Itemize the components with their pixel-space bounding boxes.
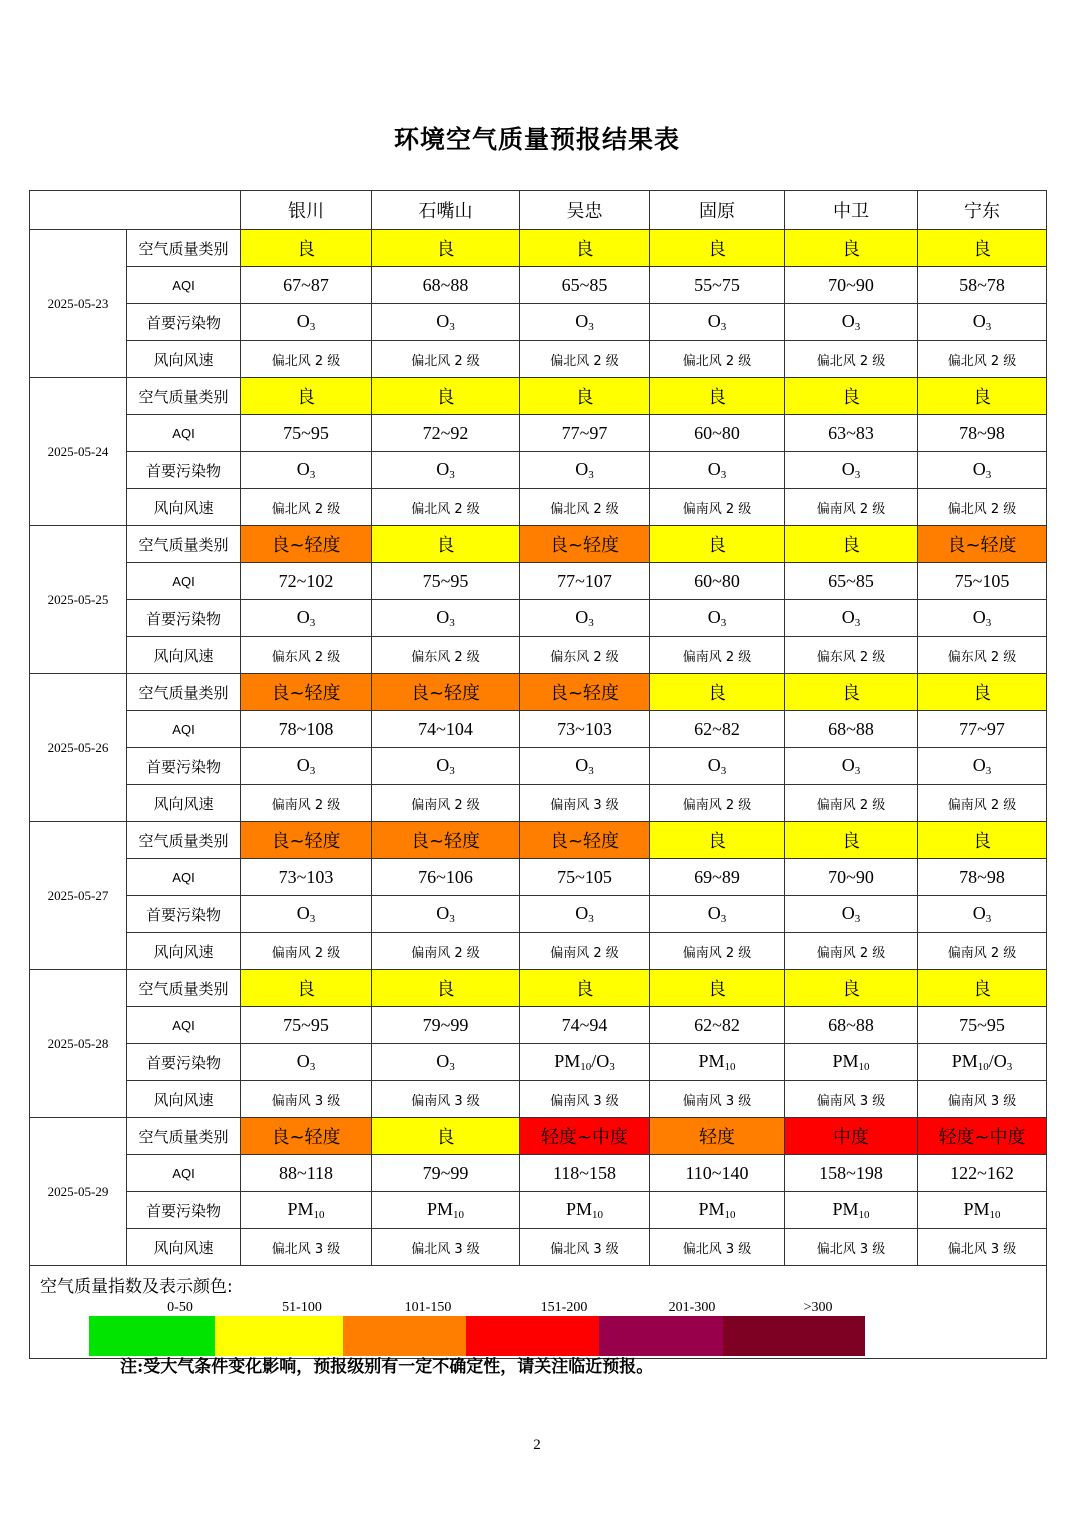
city-header: 中卫 [785,191,918,230]
pollutant-cell: $O_3$ [650,452,785,489]
category-cell: 良 [372,970,520,1007]
legend-swatch [215,1316,343,1356]
category-cell: 中度 [785,1118,918,1155]
category-cell: 良~轻度 [372,674,520,711]
pollutant-cell: $O_3$ [520,600,650,637]
date-cell: 2025-05-28 [30,970,127,1118]
forecast-row-wind [30,489,1047,526]
pollutant-cell: $O_3$ [372,896,520,933]
legend-range-label: >300 [803,1300,833,1315]
category-cell: 良~轻度 [918,526,1047,563]
wind-cell: 偏南风 2 级 [520,933,650,970]
date-cell: 2025-05-26 [30,674,127,822]
pollutant-cell: $O_3$ [372,452,520,489]
city-header: 吴忠 [520,191,650,230]
forecast-row-category [30,230,1047,267]
wind-cell: 偏东风 2 级 [918,637,1047,674]
wind-cell: 偏南风 3 级 [650,1081,785,1118]
row-label: 空气质量类别 [127,526,241,563]
forecast-row-category [30,1118,1047,1155]
legend-swatch [723,1316,865,1356]
row-label: 空气质量类别 [127,674,241,711]
wind-cell: 偏北风 3 级 [241,1229,372,1266]
forecast-row-category [30,674,1047,711]
pollutant-cell: $O_3$ [918,304,1047,341]
disclaimer-note: 注:受大气条件变化影响，预报级别有一定不确定性，请关注临近预报。 [120,1357,654,1377]
aqi-cell: 62~82 [650,1007,785,1044]
pollutant-cell: $PM_{10}$ [918,1192,1047,1229]
forecast-row-category [30,822,1047,859]
forecast-row-pollutant [30,452,1047,489]
pollutant-cell: $O_3$ [918,748,1047,785]
forecast-row-wind [30,1081,1047,1118]
pollutant-cell: $O_3$ [785,452,918,489]
aqi-cell: 77~97 [918,711,1047,748]
aqi-cell: 68~88 [785,1007,918,1044]
legend-swatch [89,1316,215,1356]
header-corner [30,191,241,230]
pollutant-cell: $O_3$ [520,748,650,785]
aqi-cell: 78~108 [241,711,372,748]
category-cell: 良 [785,674,918,711]
category-cell: 良~轻度 [241,674,372,711]
category-cell: 良 [785,822,918,859]
row-label: 风向风速 [127,1081,241,1118]
aqi-cell: 79~99 [372,1007,520,1044]
pollutant-cell: $O_3$ [650,600,785,637]
category-cell: 轻度~中度 [918,1118,1047,1155]
aqi-cell: 72~102 [241,563,372,600]
row-label: AQI [127,563,241,600]
wind-cell: 偏北风 3 级 [785,1229,918,1266]
category-cell: 良 [372,1118,520,1155]
aqi-cell: 55~75 [650,267,785,304]
row-label: AQI [127,267,241,304]
aqi-cell: 122~162 [918,1155,1047,1192]
pollutant-cell: $O_3$ [241,748,372,785]
aqi-cell: 76~106 [372,859,520,896]
aqi-cell: 110~140 [650,1155,785,1192]
category-cell: 良 [918,674,1047,711]
pollutant-cell: $O_3$ [372,304,520,341]
category-cell: 良~轻度 [372,822,520,859]
row-label: AQI [127,859,241,896]
forecast-row-wind [30,933,1047,970]
category-cell: 良 [520,970,650,1007]
row-label: 空气质量类别 [127,230,241,267]
aqi-cell: 158~198 [785,1155,918,1192]
pollutant-cell: $O_3$ [785,748,918,785]
wind-cell: 偏南风 2 级 [650,785,785,822]
row-label: 风向风速 [127,637,241,674]
wind-cell: 偏东风 2 级 [785,637,918,674]
pollutant-cell: $PM_{10}$ [785,1044,918,1081]
forecast-row-aqi [30,563,1047,600]
category-cell: 良 [520,378,650,415]
aqi-cell: 58~78 [918,267,1047,304]
wind-cell: 偏南风 2 级 [785,785,918,822]
row-label: 风向风速 [127,1229,241,1266]
wind-cell: 偏北风 2 级 [241,489,372,526]
legend-range-label: 201-300 [668,1300,716,1315]
forecast-row-aqi [30,859,1047,896]
pollutant-cell: $O_3$ [650,748,785,785]
category-cell: 良 [785,526,918,563]
category-cell: 良 [918,970,1047,1007]
wind-cell: 偏南风 2 级 [918,785,1047,822]
category-cell: 良 [372,230,520,267]
forecast-row-category [30,526,1047,563]
aqi-cell: 79~99 [372,1155,520,1192]
aqi-cell: 65~85 [520,267,650,304]
aqi-cell: 77~107 [520,563,650,600]
wind-cell: 偏南风 2 级 [785,489,918,526]
wind-cell: 偏南风 2 级 [241,785,372,822]
aqi-cell: 63~83 [785,415,918,452]
forecast-row-aqi [30,267,1047,304]
wind-cell: 偏南风 2 级 [785,933,918,970]
wind-cell: 偏北风 3 级 [372,1229,520,1266]
pollutant-cell: $PM_{10}/O_3$ [520,1044,650,1081]
wind-cell: 偏北风 2 级 [241,341,372,378]
city-header: 固原 [650,191,785,230]
wind-cell: 偏东风 2 级 [241,637,372,674]
pollutant-cell: $O_3$ [918,452,1047,489]
category-cell: 良 [520,230,650,267]
aqi-cell: 67~87 [241,267,372,304]
aqi-cell: 88~118 [241,1155,372,1192]
wind-cell: 偏东风 2 级 [520,637,650,674]
wind-cell: 偏北风 2 级 [918,489,1047,526]
date-cell: 2025-05-29 [30,1118,127,1266]
aqi-cell: 75~105 [918,563,1047,600]
pollutant-cell: $O_3$ [372,600,520,637]
pollutant-cell: $O_3$ [785,304,918,341]
legend-range-label: 0-50 [167,1300,193,1315]
pollutant-cell: $O_3$ [241,600,372,637]
wind-cell: 偏南风 3 级 [520,1081,650,1118]
aqi-cell: 73~103 [520,711,650,748]
legend-swatch [343,1316,466,1356]
aqi-cell: 60~80 [650,415,785,452]
aqi-cell: 70~90 [785,267,918,304]
category-cell: 良 [372,378,520,415]
pollutant-cell: $PM_{10}$ [520,1192,650,1229]
row-label: 首要污染物 [127,896,241,933]
aqi-cell: 78~98 [918,859,1047,896]
pollutant-cell: $O_3$ [785,896,918,933]
category-cell: 轻度 [650,1118,785,1155]
row-label: 首要污染物 [127,748,241,785]
pollutant-cell: $O_3$ [372,1044,520,1081]
wind-cell: 偏东风 2 级 [372,637,520,674]
date-cell: 2025-05-24 [30,378,127,526]
city-header: 石嘴山 [372,191,520,230]
row-label: 首要污染物 [127,452,241,489]
legend-range-label: 151-200 [540,1300,588,1315]
category-cell: 良~轻度 [241,822,372,859]
forecast-table [29,190,1047,1359]
pollutant-cell: $O_3$ [241,304,372,341]
category-cell: 良~轻度 [241,526,372,563]
wind-cell: 偏北风 2 级 [520,489,650,526]
aqi-legend [30,1266,1047,1359]
category-cell: 良 [650,822,785,859]
wind-cell: 偏南风 3 级 [785,1081,918,1118]
pollutant-cell: $O_3$ [520,896,650,933]
category-cell: 良~轻度 [520,526,650,563]
pollutant-cell: $O_3$ [241,896,372,933]
header-row [30,191,1047,230]
aqi-cell: 73~103 [241,859,372,896]
wind-cell: 偏北风 2 级 [785,341,918,378]
row-label: 空气质量类别 [127,822,241,859]
city-header: 宁东 [918,191,1047,230]
date-cell: 2025-05-25 [30,526,127,674]
category-cell: 良 [241,378,372,415]
pollutant-cell: $PM_{10}$ [650,1192,785,1229]
legend-ranges [90,1300,926,1316]
pollutant-cell: $O_3$ [918,896,1047,933]
aqi-cell: 70~90 [785,859,918,896]
page-title: 环境空气质量预报结果表 [393,125,680,154]
legend-range-label: 101-150 [404,1300,452,1315]
forecast-row-pollutant [30,600,1047,637]
aqi-cell: 75~105 [520,859,650,896]
row-label: 首要污染物 [127,1044,241,1081]
forecast-row-wind [30,1229,1047,1266]
row-label: 风向风速 [127,341,241,378]
aqi-cell: 69~89 [650,859,785,896]
category-cell: 良 [650,674,785,711]
wind-cell: 偏南风 2 级 [650,489,785,526]
aqi-cell: 77~97 [520,415,650,452]
pollutant-cell: $PM_{10}$ [241,1192,372,1229]
wind-cell: 偏南风 2 级 [241,933,372,970]
wind-cell: 偏北风 3 级 [520,1229,650,1266]
row-label: 风向风速 [127,785,241,822]
forecast-row-pollutant [30,896,1047,933]
legend-title: 空气质量指数及表示颜色: [40,1277,233,1297]
aqi-cell: 75~95 [241,1007,372,1044]
forecast-row-pollutant [30,304,1047,341]
date-cell: 2025-05-23 [30,230,127,378]
row-label: 空气质量类别 [127,378,241,415]
wind-cell: 偏南风 2 级 [918,933,1047,970]
category-cell: 良 [650,970,785,1007]
wind-cell: 偏北风 2 级 [650,341,785,378]
wind-cell: 偏南风 3 级 [520,785,650,822]
wind-cell: 偏南风 3 级 [372,1081,520,1118]
category-cell: 良 [241,970,372,1007]
wind-cell: 偏北风 3 级 [918,1229,1047,1266]
wind-cell: 偏北风 2 级 [372,341,520,378]
category-cell: 良 [785,970,918,1007]
pollutant-cell: $O_3$ [241,452,372,489]
wind-cell: 偏北风 2 级 [918,341,1047,378]
forecast-row-aqi [30,711,1047,748]
pollutant-cell: $O_3$ [650,304,785,341]
pollutant-cell: $O_3$ [918,600,1047,637]
aqi-cell: 78~98 [918,415,1047,452]
forecast-row-pollutant [30,1044,1047,1081]
aqi-cell: 74~104 [372,711,520,748]
aqi-cell: 68~88 [372,267,520,304]
row-label: AQI [127,711,241,748]
row-label: 首要污染物 [127,600,241,637]
aqi-cell: 75~95 [241,415,372,452]
aqi-cell: 60~80 [650,563,785,600]
pollutant-cell: $PM_{10}$ [650,1044,785,1081]
forecast-row-category [30,378,1047,415]
pollutant-cell: $O_3$ [241,1044,372,1081]
wind-cell: 偏北风 2 级 [372,489,520,526]
forecast-row-aqi [30,1155,1047,1192]
category-cell: 良 [372,526,520,563]
page-number: 2 [533,1437,541,1453]
category-cell: 良~轻度 [520,674,650,711]
row-label: 空气质量类别 [127,970,241,1007]
wind-cell: 偏南风 3 级 [241,1081,372,1118]
legend-color-bar [89,1316,865,1356]
pollutant-cell: $O_3$ [785,600,918,637]
category-cell: 良 [918,230,1047,267]
wind-cell: 偏南风 3 级 [918,1081,1047,1118]
forecast-row-pollutant [30,1192,1047,1229]
row-label: AQI [127,415,241,452]
wind-cell: 偏南风 2 级 [650,637,785,674]
category-cell: 良~轻度 [241,1118,372,1155]
category-cell: 良~轻度 [520,822,650,859]
forecast-row-wind [30,341,1047,378]
aqi-cell: 118~158 [520,1155,650,1192]
legend-range-label: 51-100 [282,1300,322,1315]
forecast-row-category [30,970,1047,1007]
forecast-row-aqi [30,1007,1047,1044]
wind-cell: 偏南风 2 级 [372,785,520,822]
row-label: AQI [127,1155,241,1192]
category-cell: 良 [918,378,1047,415]
wind-cell: 偏北风 2 级 [520,341,650,378]
city-header: 银川 [241,191,372,230]
aqi-cell: 74~94 [520,1007,650,1044]
row-label: 空气质量类别 [127,1118,241,1155]
forecast-row-wind [30,785,1047,822]
date-cell: 2025-05-27 [30,822,127,970]
aqi-cell: 75~95 [918,1007,1047,1044]
wind-cell: 偏南风 2 级 [650,933,785,970]
category-cell: 良 [241,230,372,267]
category-cell: 良 [650,526,785,563]
pollutant-cell: $PM_{10}/O_3$ [918,1044,1047,1081]
wind-cell: 偏北风 3 级 [650,1229,785,1266]
aqi-cell: 72~92 [372,415,520,452]
pollutant-cell: $PM_{10}$ [372,1192,520,1229]
row-label: 风向风速 [127,489,241,526]
row-label: AQI [127,1007,241,1044]
pollutant-cell: $PM_{10}$ [785,1192,918,1229]
aqi-cell: 75~95 [372,563,520,600]
aqi-cell: 62~82 [650,711,785,748]
category-cell: 良 [650,230,785,267]
forecast-row-aqi [30,415,1047,452]
wind-cell: 偏南风 2 级 [372,933,520,970]
pollutant-cell: $O_3$ [520,452,650,489]
pollutant-cell: $O_3$ [520,304,650,341]
forecast-row-pollutant [30,748,1047,785]
row-label: 风向风速 [127,933,241,970]
legend-swatch [599,1316,723,1356]
category-cell: 良 [918,822,1047,859]
legend-swatch [466,1316,599,1356]
row-label: 首要污染物 [127,1192,241,1229]
forecast-row-wind [30,637,1047,674]
pollutant-cell: $O_3$ [372,748,520,785]
category-cell: 良 [785,378,918,415]
aqi-cell: 65~85 [785,563,918,600]
row-label: 首要污染物 [127,304,241,341]
aqi-cell: 68~88 [785,711,918,748]
pollutant-cell: $O_3$ [650,896,785,933]
category-cell: 轻度~中度 [520,1118,650,1155]
category-cell: 良 [650,378,785,415]
category-cell: 良 [785,230,918,267]
